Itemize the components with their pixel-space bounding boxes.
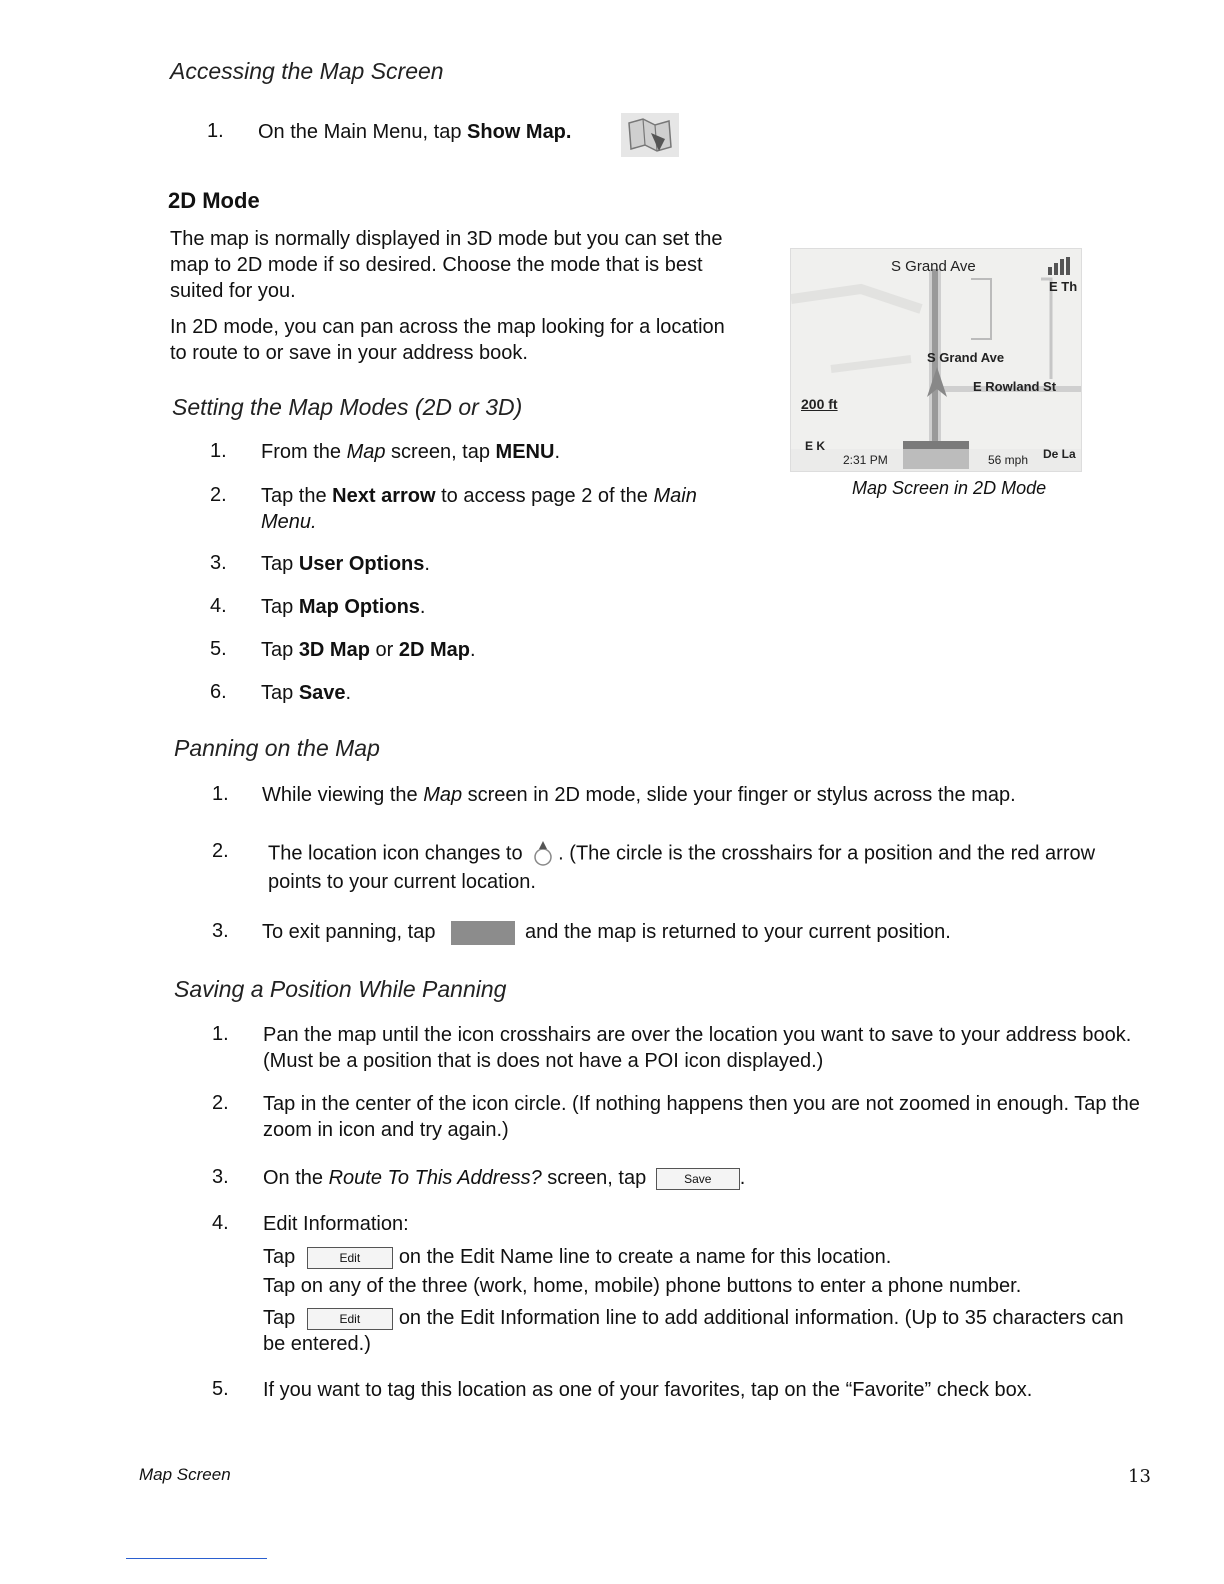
step-number: 5. xyxy=(210,638,227,660)
section-title-setting-modes: Setting the Map Modes (2D or 3D) xyxy=(172,394,523,420)
map-street-label: E K xyxy=(805,439,826,453)
paragraph: The map is normally displayed in 3D mode but you can set the map to 2D mode if so desired. Choose the mode that is best suited for you. xyxy=(170,228,723,302)
map-street-label: De La xyxy=(1043,447,1076,461)
edit-button-icon: Edit xyxy=(307,1247,393,1269)
step-text: Tap in the center of the icon circle. (If nothing happens then you are not zoomed in enough. Tap the zoom in icon and try again.) xyxy=(263,1093,1140,1141)
show-map-icon xyxy=(621,113,679,157)
section-title-2d-mode: 2D Mode xyxy=(168,188,260,213)
step-text: Tap 3D Map or 2D Map. xyxy=(261,639,476,661)
step-text: Tap on any of the three (work, home, mobile) phone buttons to enter a phone number. xyxy=(263,1275,1022,1297)
map-time: 2:31 PM xyxy=(843,453,888,467)
step-text: The location icon changes to . (The circle is the crosshairs for a position and the red arrow points to your current location. xyxy=(268,839,1148,895)
section-title-saving: Saving a Position While Panning xyxy=(174,976,507,1002)
step-number: 4. xyxy=(212,1212,229,1234)
edit-button-icon: Edit xyxy=(307,1308,393,1330)
step-text: Pan the map until the icon crosshairs are over the location you want to save to your address book. (Must be a position that is does not have a POI icon displayed.) xyxy=(263,1024,1132,1072)
step-number: 1. xyxy=(212,783,229,805)
step-number: 5. xyxy=(212,1378,229,1400)
step-text: From the Map screen, tap MENU. xyxy=(261,441,560,463)
step-text: While viewing the Map screen in 2D mode, slide your finger or stylus across the map. xyxy=(262,784,1016,806)
step-text: If you want to tag this location as one of your favorites, tap on the “Favorite” check box. xyxy=(263,1379,1033,1401)
step-number: 4. xyxy=(210,595,227,617)
step-number: 2. xyxy=(212,840,229,862)
paragraph: In 2D mode, you can pan across the map looking for a location to route to or save in your address book. xyxy=(170,316,725,364)
step-number: 3. xyxy=(210,552,227,574)
step-text: To exit panning, tap and the map is returned to your current position. xyxy=(262,921,951,943)
step-text: Tap Edit on the Edit Name line to create a name for this location. xyxy=(263,1246,892,1268)
step-number: 1. xyxy=(212,1023,229,1045)
step-number: 1. xyxy=(207,120,224,142)
step-text: Tap Map Options. xyxy=(261,596,426,618)
map-street-label: E Rowland St xyxy=(973,379,1057,394)
step-text: On the Main Menu, tap Show Map. xyxy=(258,121,572,143)
step-number: 2. xyxy=(210,484,227,506)
step-number: 3. xyxy=(212,920,229,942)
map-screenshot xyxy=(790,248,1082,472)
crosshair-icon xyxy=(530,839,556,869)
step-text: On the Route To This Address? screen, tap Save . xyxy=(263,1167,746,1189)
divider xyxy=(126,1558,267,1559)
section-title-panning: Panning on the Map xyxy=(174,735,380,761)
section-title-accessing: Accessing the Map Screen xyxy=(170,58,444,84)
step-number: 3. xyxy=(212,1166,229,1188)
page-number: 13 xyxy=(1128,1466,1151,1487)
save-button-icon: Save xyxy=(656,1168,740,1190)
map-street-label: E Th xyxy=(1049,279,1078,294)
map-street-label: S Grand Ave xyxy=(927,350,1005,365)
map-scale: 200 ft xyxy=(801,396,838,412)
exit-panning-button-icon xyxy=(451,921,515,945)
step-text: Tap Edit on the Edit Information line to add additional information. (Up to 35 characters can be entered.) xyxy=(263,1307,1124,1355)
step-text: Tap Save. xyxy=(261,682,352,704)
map-speed: 56 mph xyxy=(988,453,1029,467)
footer-section-name: Map Screen xyxy=(139,1465,231,1484)
step-text: Edit Information: xyxy=(263,1213,409,1235)
step-number: 6. xyxy=(210,681,227,703)
step-number: 1. xyxy=(210,440,227,462)
step-text: Tap the Next arrow to access page 2 of the Main Menu. xyxy=(261,485,697,533)
map-street-label: S Grand Ave xyxy=(891,258,976,275)
signal-icon xyxy=(1046,257,1072,280)
step-text: Tap User Options. xyxy=(261,553,430,575)
step-number: 2. xyxy=(212,1092,229,1114)
figure-caption: Map Screen in 2D Mode xyxy=(852,478,1047,498)
